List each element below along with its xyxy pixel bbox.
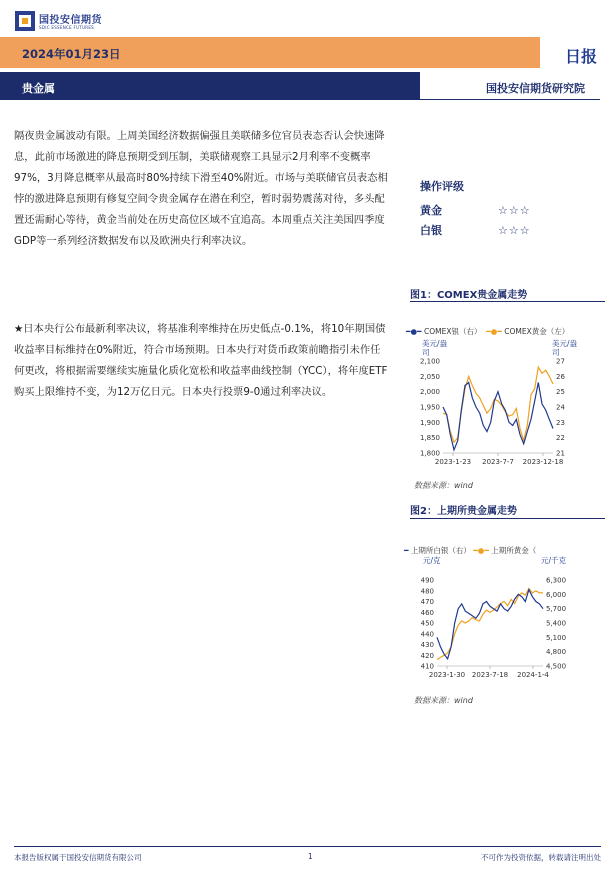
- left-tick-label: 450: [420, 619, 434, 628]
- x-tick-label: 2023-1-23: [434, 458, 472, 466]
- rating-name: 黄金: [420, 204, 442, 217]
- right-tick-label: 4,800: [546, 648, 567, 657]
- boj-paragraph: ★日本央行公布最新利率决议，将基准利率维持在历史低点-0.1%，将10年期国债收益率目标维持在0%附近，符合市场预期。日本央行对货币政策前瞻指引未作任何更改，将根据需要继续实施量化质化宽松和收益率曲线控制（YCC），将年度ETF购买上限维持不变，为12万亿日元。日本央行投票9-0通过利率决议。: [14, 323, 388, 398]
- left-tick-label: 1,950: [419, 403, 440, 412]
- right-tick-label: 25: [556, 388, 565, 397]
- left-tick-label: 420: [420, 651, 434, 660]
- figure2-right-unit: 元/千克: [541, 556, 567, 565]
- report-type: 日报: [564, 47, 597, 66]
- series-line: [443, 367, 553, 442]
- left-tick-label: 440: [420, 630, 434, 639]
- left-tick-label: 1,850: [419, 434, 440, 443]
- page-number: 1: [308, 852, 313, 861]
- rating-name: 白银: [420, 224, 442, 237]
- left-tick-label: 490: [420, 576, 434, 585]
- header-section-bar: [0, 72, 420, 100]
- logo-english-name: SDIC ESSENCE FUTURES: [39, 25, 95, 30]
- x-tick-label: 2023-12-18: [522, 458, 564, 466]
- figure1-right-unit: 美元/盎司: [552, 339, 578, 357]
- left-tick-label: 410: [420, 662, 434, 671]
- right-tick-label: 6,000: [546, 590, 567, 599]
- left-tick-label: 1,900: [419, 418, 440, 427]
- left-tick-label: 430: [420, 641, 434, 649]
- footer-disclaimer: 不可作为投资依据，转载请注明出处: [481, 853, 601, 862]
- left-tick-label: 2,050: [419, 372, 440, 381]
- x-tick-label: 2023-1-30: [428, 671, 466, 679]
- legend-label: 上期所黄金（: [491, 546, 537, 555]
- right-tick-label: 5,400: [546, 619, 567, 628]
- figure1-divider: [410, 301, 605, 302]
- figure2-legend: ━ 上期所白银（右） ━●━ 上期所黄金（: [404, 546, 537, 555]
- right-tick-label: 24: [556, 403, 565, 412]
- figure2-source: 数据来源：wind: [414, 696, 473, 705]
- footer-divider: [14, 846, 601, 847]
- left-tick-label: 480: [420, 587, 434, 596]
- right-tick-label: 26: [556, 372, 565, 381]
- left-tick-label: 470: [420, 598, 434, 606]
- institute-name: 国投安信期货研究院: [486, 82, 585, 95]
- right-tick-label: 5,100: [546, 633, 567, 642]
- right-tick-label: 27: [556, 357, 565, 366]
- logo-chinese-name: 国投安信期货: [39, 15, 102, 26]
- right-tick-label: 5,700: [546, 605, 567, 614]
- logo-mark-icon: [14, 10, 36, 32]
- rating-stars: ☆☆☆: [498, 203, 531, 217]
- figure2-divider: [410, 518, 605, 519]
- footer-copyright: 本报告版权属于国投安信期货有限公司: [14, 853, 142, 862]
- figure1-chart: [405, 356, 605, 471]
- right-tick-label: 21: [556, 449, 565, 458]
- figure2-title: 图2：上期所贵金属走势: [410, 506, 517, 517]
- figure1-legend: ━●━ COMEX银（右） ━●━ COMEX黄金（左）: [406, 327, 570, 336]
- legend-label: 上期所白银（右）: [410, 546, 471, 555]
- legend-label: COMEX银（右）: [423, 327, 482, 336]
- company-logo: [14, 8, 124, 36]
- series-line: [437, 590, 543, 659]
- left-tick-label: 460: [420, 608, 434, 617]
- figure2-chart: [405, 574, 605, 684]
- right-tick-label: 22: [556, 434, 565, 443]
- figure1-title: 图1：COMEX贵金属走势: [410, 290, 528, 301]
- rating-panel: [420, 178, 600, 240]
- rating-row-gold: [420, 200, 600, 220]
- legend-label: COMEX黄金（左）: [504, 327, 570, 336]
- figure2-left-unit: 元/克: [423, 556, 441, 565]
- left-tick-label: 2,100: [419, 357, 440, 366]
- rating-stars: ☆☆☆: [498, 223, 531, 237]
- rating-title: 操作评级: [420, 180, 464, 193]
- series-line: [437, 589, 543, 660]
- right-tick-label: 4,500: [546, 662, 567, 671]
- left-tick-label: 1,800: [419, 449, 440, 458]
- x-tick-label: 2024-1-4: [517, 671, 549, 679]
- figure1-source: 数据来源：wind: [414, 481, 473, 490]
- section-title: 贵金属: [22, 82, 55, 95]
- right-tick-label: 23: [556, 418, 565, 427]
- rating-row-silver: [420, 220, 600, 240]
- header-divider: [420, 99, 600, 100]
- report-date: 2024年01月23日: [22, 47, 121, 61]
- right-tick-label: 6,300: [546, 576, 567, 585]
- figure1-left-unit: 美元/盎司: [422, 339, 448, 357]
- left-tick-label: 2,000: [419, 388, 440, 397]
- commentary-paragraph: 隔夜贵金属波动有限。上周美国经济数据偏强且美联储多位官员表态否认会快速降息，此前市场激进的降息预期受到压制，美联储观察工具显示2月利率不变概率97%，3月降息概率从最高时80%持续下滑至40%附近。市场与美联储官员表态相悖的激进降息预期有修复空间令贵金属存在潜在利空，暂时弱势震荡对待，多头配置还需耐心等待，黄金当前处在历史高位区域不宜追高。本周重点关注美国四季度GDP等一系列经济数据发布以及欧洲央行利率决议。: [14, 130, 388, 247]
- series-line: [443, 383, 553, 450]
- x-tick-label: 2023-7-18: [471, 671, 509, 679]
- x-tick-label: 2023-7-7: [482, 458, 514, 466]
